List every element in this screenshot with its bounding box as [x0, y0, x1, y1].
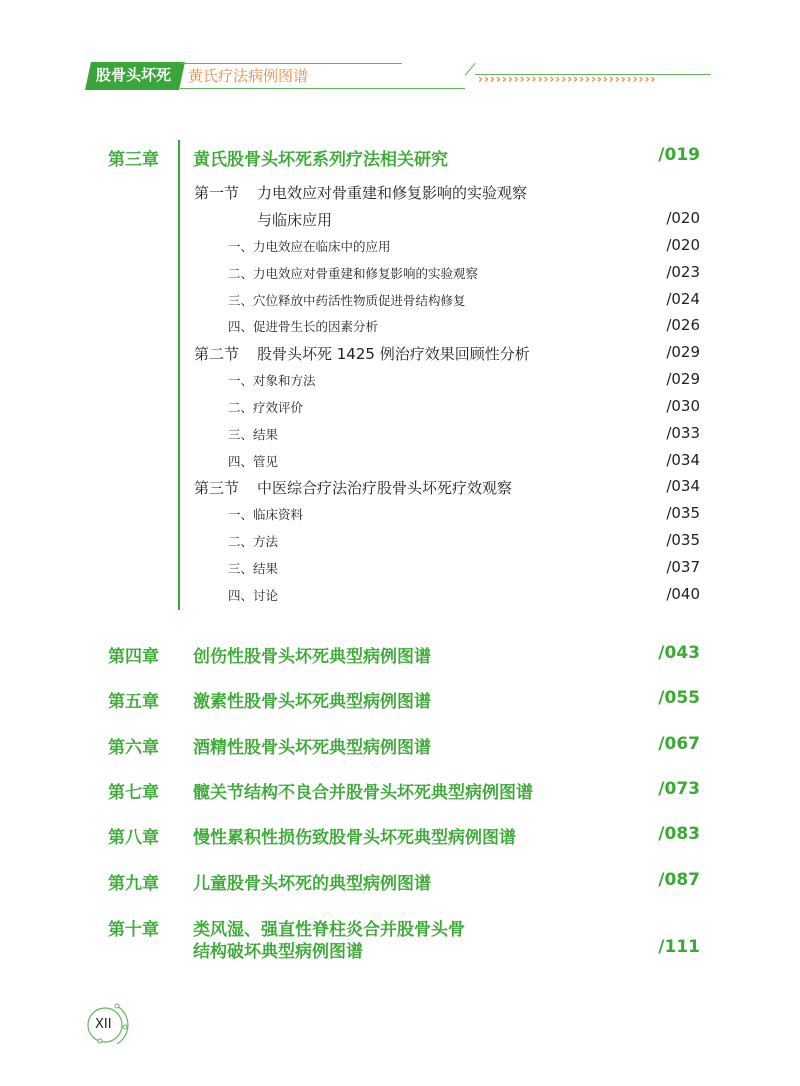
chapter-label[interactable]: 第八章 [108, 828, 159, 849]
chapter-page[interactable]: /043 [658, 643, 700, 663]
header-badge-text: 股骨头坏死 [96, 66, 172, 84]
chapter-label[interactable]: 第十章 [108, 920, 159, 940]
toc-item-page[interactable]: /029 [666, 370, 700, 389]
chapter-page[interactable]: /067 [658, 733, 700, 754]
toc-item-page[interactable]: /035 [666, 504, 700, 523]
chapter-title[interactable]: 酒精性股骨头坏死典型病例图谱 [193, 737, 431, 758]
header-rule-bottom [180, 88, 465, 89]
chapter-label[interactable]: 第六章 [108, 737, 159, 758]
header-subtitle: 黄氏疗法病例图谱 [188, 67, 309, 85]
toc-item-page[interactable]: /020 [666, 236, 700, 254]
chapter-page[interactable]: /087 [658, 869, 700, 890]
toc-item-page[interactable]: /035 [666, 531, 700, 550]
section-title[interactable]: 力电效应对骨重建和修复影响的实验观察 [257, 184, 528, 202]
section-label[interactable]: 第三节 [194, 479, 240, 498]
toc-item-title[interactable]: 三、结果 [228, 426, 279, 442]
chevrons-decoration: ›››››››››››››››››››››››››››››› [478, 72, 657, 86]
toc-item-title[interactable]: 二、疗效评价 [228, 400, 304, 415]
chapter-page[interactable]: /073 [658, 778, 700, 799]
section-title[interactable]: 股骨头坏死 1425 例治疗效果回顾性分析 [257, 345, 530, 364]
section-page[interactable]: /029 [666, 343, 700, 362]
chapter-page[interactable]: /111 [658, 937, 700, 957]
chapter-page[interactable]: /083 [658, 824, 700, 845]
toc-item-page[interactable]: /026 [666, 316, 700, 335]
toc-item-title[interactable]: 四、管见 [228, 453, 279, 469]
chapter-page[interactable]: /055 [658, 688, 700, 709]
chapter-title[interactable]: 慢性累积性损伤致股骨头坏死典型病例图谱 [193, 828, 516, 849]
toc-item-title[interactable]: 四、讨论 [228, 587, 279, 603]
toc-item-page[interactable]: /023 [666, 262, 700, 281]
section-page[interactable]: /020 [666, 209, 700, 227]
page-number: XII [95, 1017, 112, 1032]
toc-item-title[interactable]: 二、方法 [228, 534, 279, 550]
toc-item-page[interactable]: /024 [666, 289, 700, 308]
chapter-page[interactable]: /019 [658, 145, 700, 165]
section-label[interactable]: 第二节 [194, 345, 240, 364]
toc-item-title[interactable]: 一、对象和方法 [228, 373, 316, 389]
chapter-title[interactable]: 类风湿、强直性脊柱炎合并股骨头骨 [193, 920, 465, 940]
chapter-label[interactable]: 第三章 [108, 150, 159, 170]
chapter-label[interactable]: 第四章 [108, 647, 159, 667]
header-rule-top [180, 63, 402, 64]
chapter-title[interactable]: 创伤性股骨头坏死典型病例图谱 [193, 647, 431, 667]
toc-item-page[interactable]: /030 [666, 397, 700, 415]
toc-item-title[interactable]: 三、穴位释放中药活性物质促进骨结构修复 [228, 292, 466, 308]
chapter-title-cont[interactable]: 结构破坏典型病例图谱 [193, 942, 363, 962]
chapter-title[interactable]: 激素性股骨头坏死典型病例图谱 [193, 692, 431, 713]
chapter-label[interactable]: 第五章 [108, 692, 159, 713]
section-title-cont[interactable]: 与临床应用 [257, 211, 333, 229]
toc-item-title[interactable]: 四、促进骨生长的因素分析 [228, 319, 379, 335]
toc-item-title[interactable]: 一、力电效应在临床中的应用 [228, 239, 391, 254]
section-title[interactable]: 中医综合疗法治疗股骨头坏死疗效观察 [257, 479, 513, 498]
chapter-divider [178, 140, 180, 610]
toc-item-page[interactable]: /034 [666, 450, 700, 469]
toc-item-title[interactable]: 三、结果 [228, 561, 279, 576]
chapter-title[interactable]: 髋关节结构不良合并股骨头坏死典型病例图谱 [193, 782, 533, 803]
toc-item-title[interactable]: 二、力电效应对骨重建和修复影响的实验观察 [228, 265, 479, 281]
toc-item-page[interactable]: /037 [666, 558, 700, 576]
chapter-label[interactable]: 第九章 [108, 873, 159, 894]
toc-item-page[interactable]: /040 [666, 584, 700, 603]
chapter-title[interactable]: 儿童股骨头坏死的典型病例图谱 [193, 873, 431, 894]
toc-item-title[interactable]: 一、临床资料 [228, 507, 304, 523]
chapter-label[interactable]: 第七章 [108, 782, 159, 803]
header-rule-slant [465, 63, 476, 76]
section-page[interactable]: /034 [666, 477, 700, 496]
chapter-title[interactable]: 黄氏股骨头坏死系列疗法相关研究 [193, 150, 448, 170]
section-label[interactable]: 第一节 [194, 184, 240, 202]
toc-item-page[interactable]: /033 [666, 423, 700, 442]
